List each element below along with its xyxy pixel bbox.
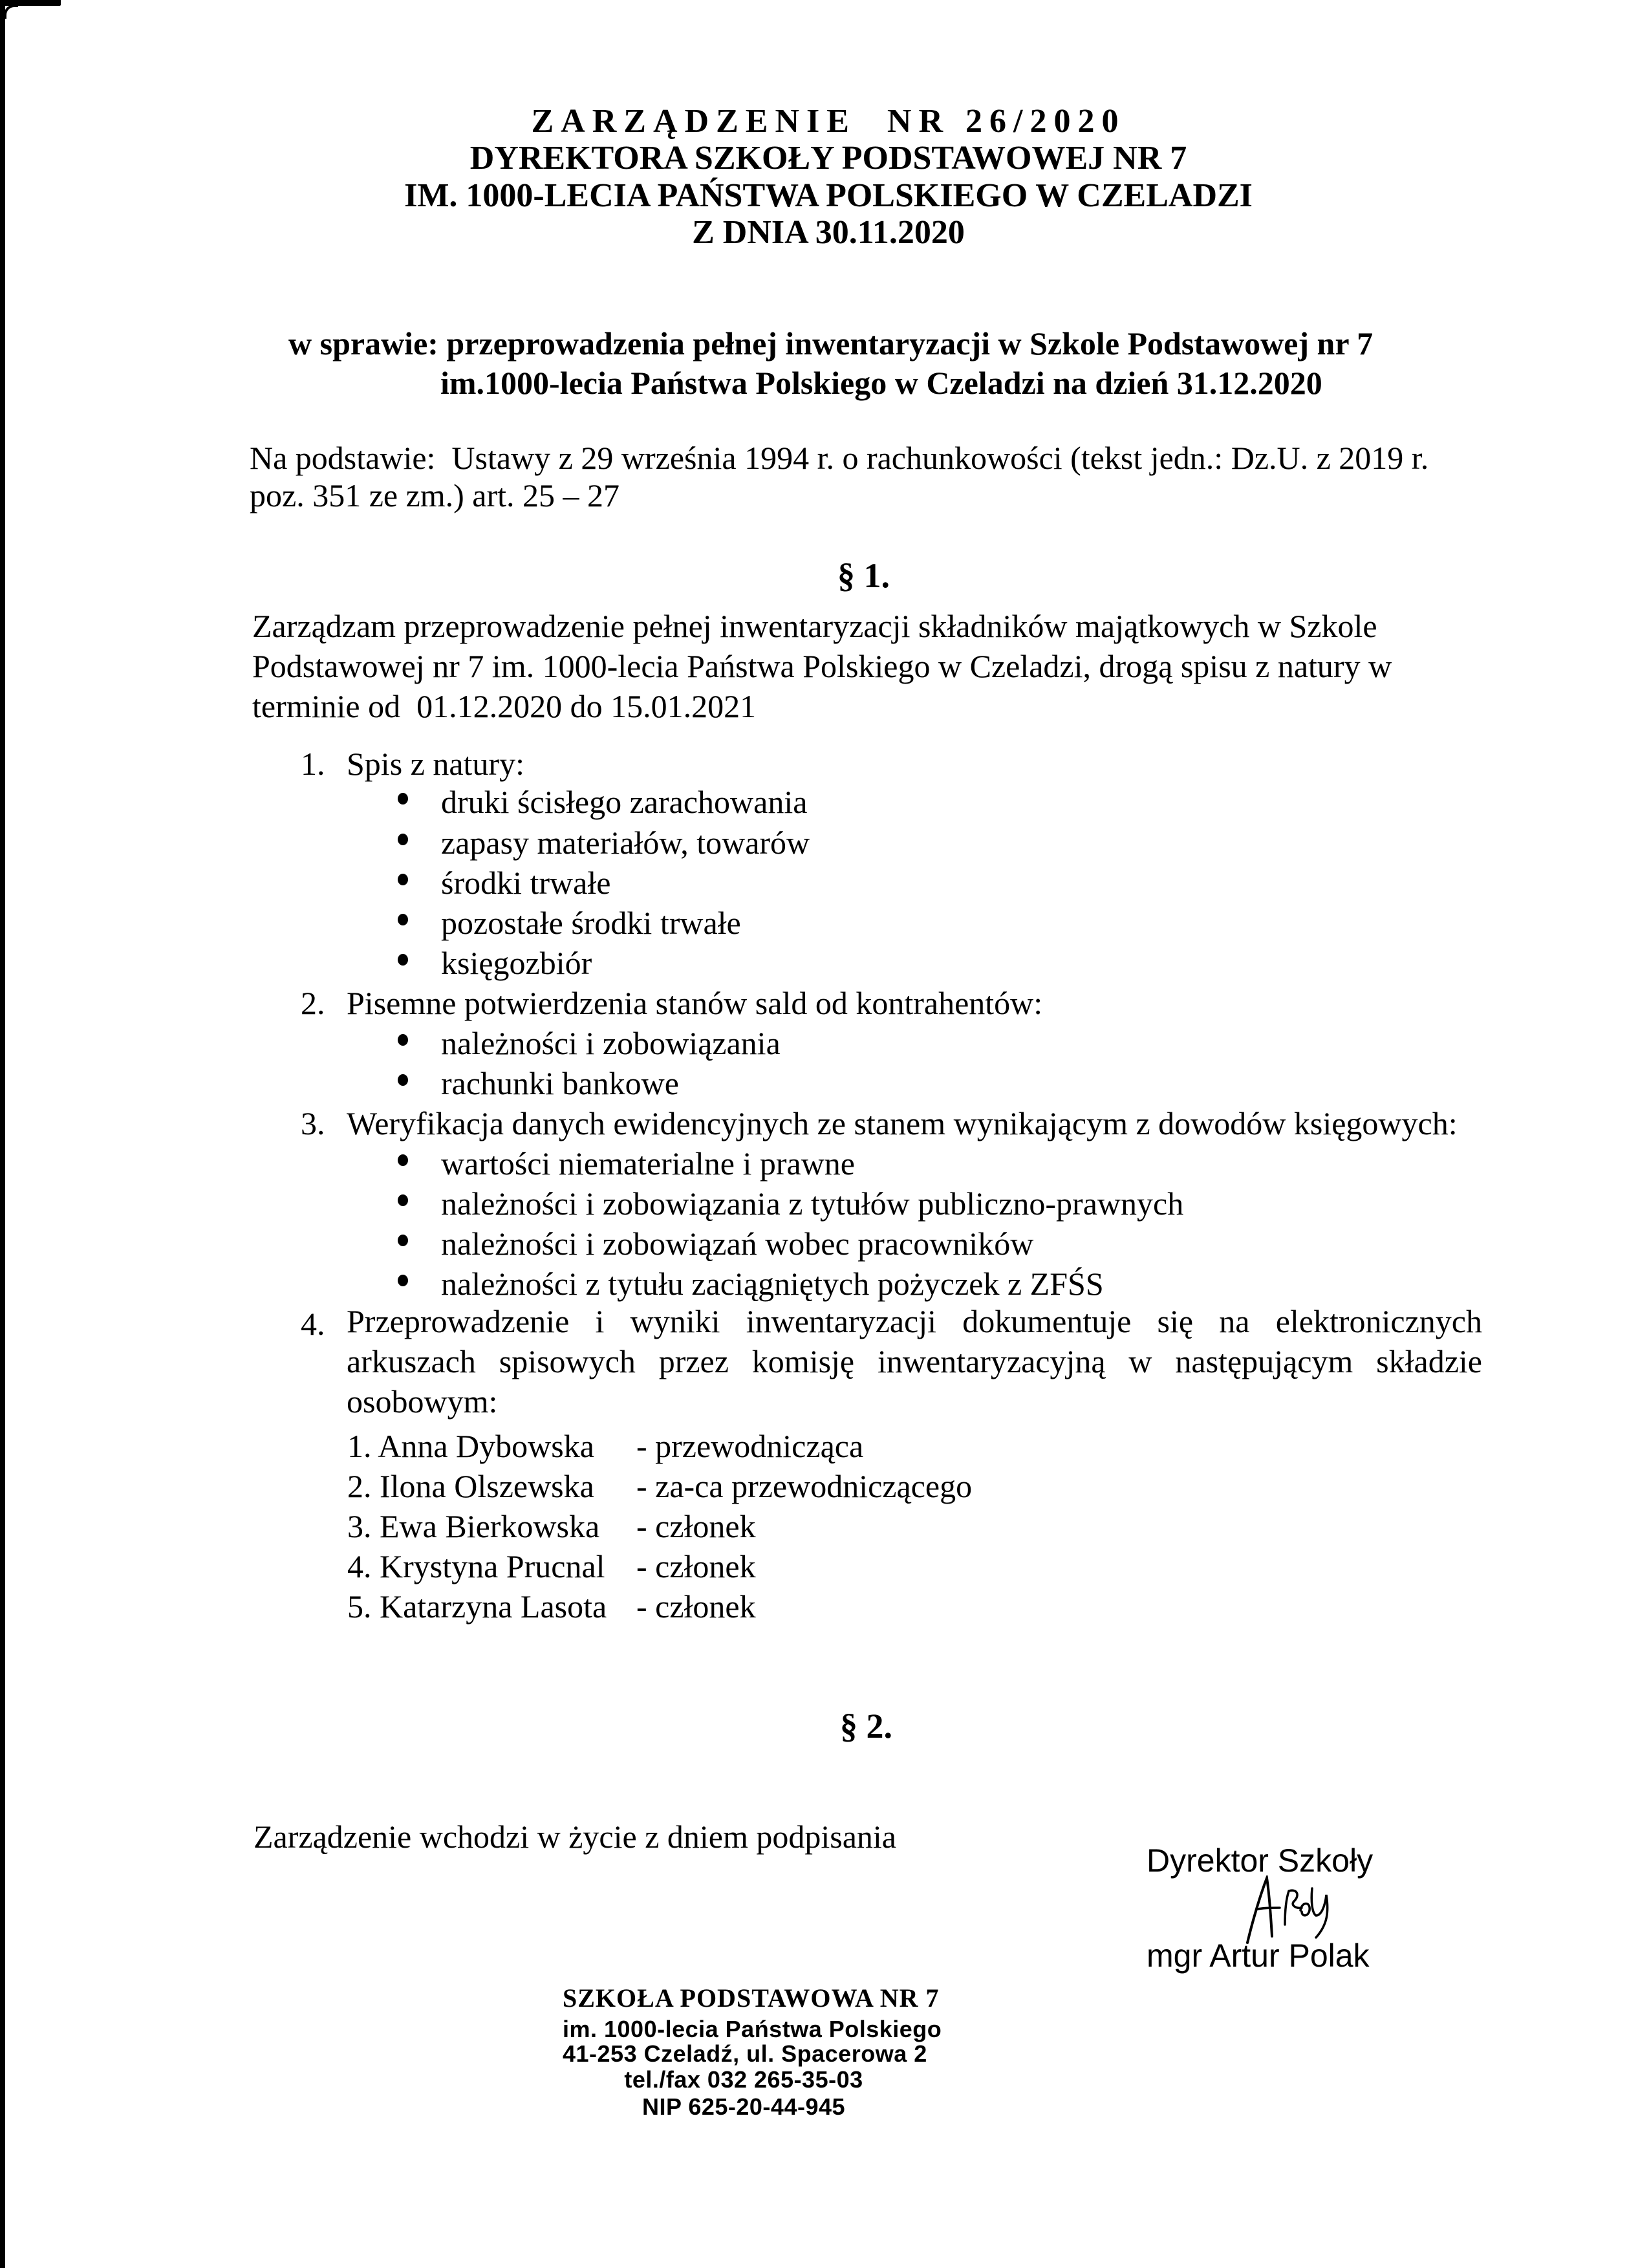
committee-member-role: - członek (636, 1508, 756, 1544)
list-bullet-text: należności z tytułu zaciągniętych pożyczek z ZFŚS (441, 1266, 1104, 1302)
signatory-title: Dyrektor Szkoły (1147, 1842, 1374, 1879)
bullet-icon (398, 874, 408, 885)
committee-member-role: - przewodnicząca (636, 1428, 864, 1464)
list-item-number: 3. (301, 1105, 325, 1141)
list-item-label: Pisemne potwierdzenia stanów sald od kontrahentów: (347, 985, 1043, 1021)
bullet-icon (398, 1194, 408, 1206)
subject-line2: im.1000-lecia Państwa Polskiego w Czeladzi na dzień 31.12.2020 (440, 365, 1322, 401)
list-bullet-text: należności i zobowiązań wobec pracowników (441, 1226, 1034, 1262)
list-item-label: Weryfikacja danych ewidencyjnych ze stanem wynikającym z dowodów księgowych: (347, 1105, 1458, 1141)
list-item-4-line1: Przeprowadzenie i wyniki inwentaryzacji dokumentuje się na elektronicznych (347, 1303, 1482, 1339)
school-stamp-line4: tel./fax 032 265-35-03 (624, 2066, 863, 2093)
list-bullet-text: druki ścisłego zarachowania (441, 784, 808, 820)
committee-member-name: 2. Ilona Olszewska (347, 1468, 594, 1504)
legal-basis-line1: Na podstawie: Ustawy z 29 września 1994 r. o rachunkowości (tekst jedn.: Dz.U. z 2019 r. (250, 440, 1429, 476)
bullet-icon (398, 834, 408, 845)
bullet-icon (398, 1235, 408, 1246)
committee-member-role: - za-ca przewodniczącego (636, 1468, 973, 1504)
section2-text: Zarządzenie wchodzi w życie z dniem podpisania (253, 1819, 896, 1855)
scan-edge-corner (4, 5, 18, 19)
section2-heading: § 2. (840, 1707, 892, 1745)
list-item-4-line3: osobowym: (347, 1383, 498, 1420)
subject-line1: w sprawie: przeprowadzenia pełnej inwentaryzacji w Szkole Podstawowej nr 7 (288, 325, 1374, 362)
list-bullet-text: środki trwałe (441, 865, 611, 901)
list-bullet-text: pozostałe środki trwałe (441, 905, 741, 941)
committee-member-role: - członek (636, 1548, 756, 1584)
list-bullet-text: księgozbiór (441, 945, 592, 981)
committee-member-name: 5. Katarzyna Lasota (347, 1588, 607, 1625)
committee-member-name: 1. Anna Dybowska (347, 1428, 594, 1464)
bullet-icon (398, 1154, 408, 1166)
list-item-number: 2. (301, 985, 325, 1021)
signatory-name: mgr Artur Polak (1147, 1938, 1370, 1974)
list-bullet-text: należności i zobowiązania z tytułów publiczno-prawnych (441, 1185, 1184, 1222)
document-title-line3: IM. 1000-LECIA PAŃSTWA POLSKIEGO W CZELADZI (404, 177, 1253, 214)
section1-intro-line1: Zarządzam przeprowadzenie pełnej inwentaryzacji składników majątkowych w Szkole (252, 608, 1377, 644)
bullet-icon (398, 1034, 408, 1046)
bullet-icon (398, 1275, 408, 1286)
list-item-4-line2: arkuszach spisowych przez komisję inwentaryzacyjną w następującym składzie (347, 1343, 1482, 1379)
list-item-4-text (347, 1301, 1482, 1421)
list-item-label: Spis z natury: (347, 746, 524, 782)
list-bullet-text: rachunki bankowe (441, 1065, 679, 1101)
scan-edge-left (0, 0, 5, 2268)
list-item-number: 1. (301, 746, 325, 782)
school-stamp-line1: SZKOŁA PODSTAWOWA NR 7 (563, 1983, 940, 2013)
committee-member-name: 4. Krystyna Prucnal (347, 1548, 605, 1584)
committee-member-role: - członek (636, 1588, 756, 1625)
committee-member-name: 3. Ewa Bierkowska (347, 1508, 600, 1544)
section1-intro-line3: terminie od 01.12.2020 do 15.01.2021 (252, 688, 757, 724)
list-bullet-text: wartości niematerialne i prawne (441, 1145, 855, 1182)
document-title-line2: DYREKTORA SZKOŁY PODSTAWOWEJ NR 7 (469, 140, 1187, 177)
document-date: Z DNIA 30.11.2020 (692, 214, 965, 251)
school-stamp-line5: NIP 625-20-44-945 (641, 2093, 846, 2120)
list-bullet-text: zapasy materiałów, towarów (441, 825, 810, 861)
legal-basis-line2: poz. 351 ze zm.) art. 25 – 27 (250, 477, 620, 513)
list-item-number: 4. (301, 1306, 325, 1342)
bullet-icon (398, 954, 408, 966)
bullet-icon (398, 914, 408, 925)
school-stamp-line2: im. 1000-lecia Państwa Polskiego (563, 2016, 942, 2042)
list-bullet-text: należności i zobowiązania (441, 1025, 781, 1061)
bullet-icon (398, 793, 408, 805)
section1-heading: § 1. (837, 556, 890, 595)
school-stamp-line3: 41-253 Czeladź, ul. Spacerowa 2 (563, 2040, 927, 2067)
bullet-icon (398, 1074, 408, 1086)
document-title-line1: ZARZĄDZENIE NR 26/2020 (531, 103, 1126, 140)
section1-intro-line2: Podstawowej nr 7 im. 1000-lecia Państwa Polskiego w Czeladzi, drogą spisu z natury w (252, 648, 1392, 684)
handwritten-signature-icon (1238, 1875, 1342, 1947)
